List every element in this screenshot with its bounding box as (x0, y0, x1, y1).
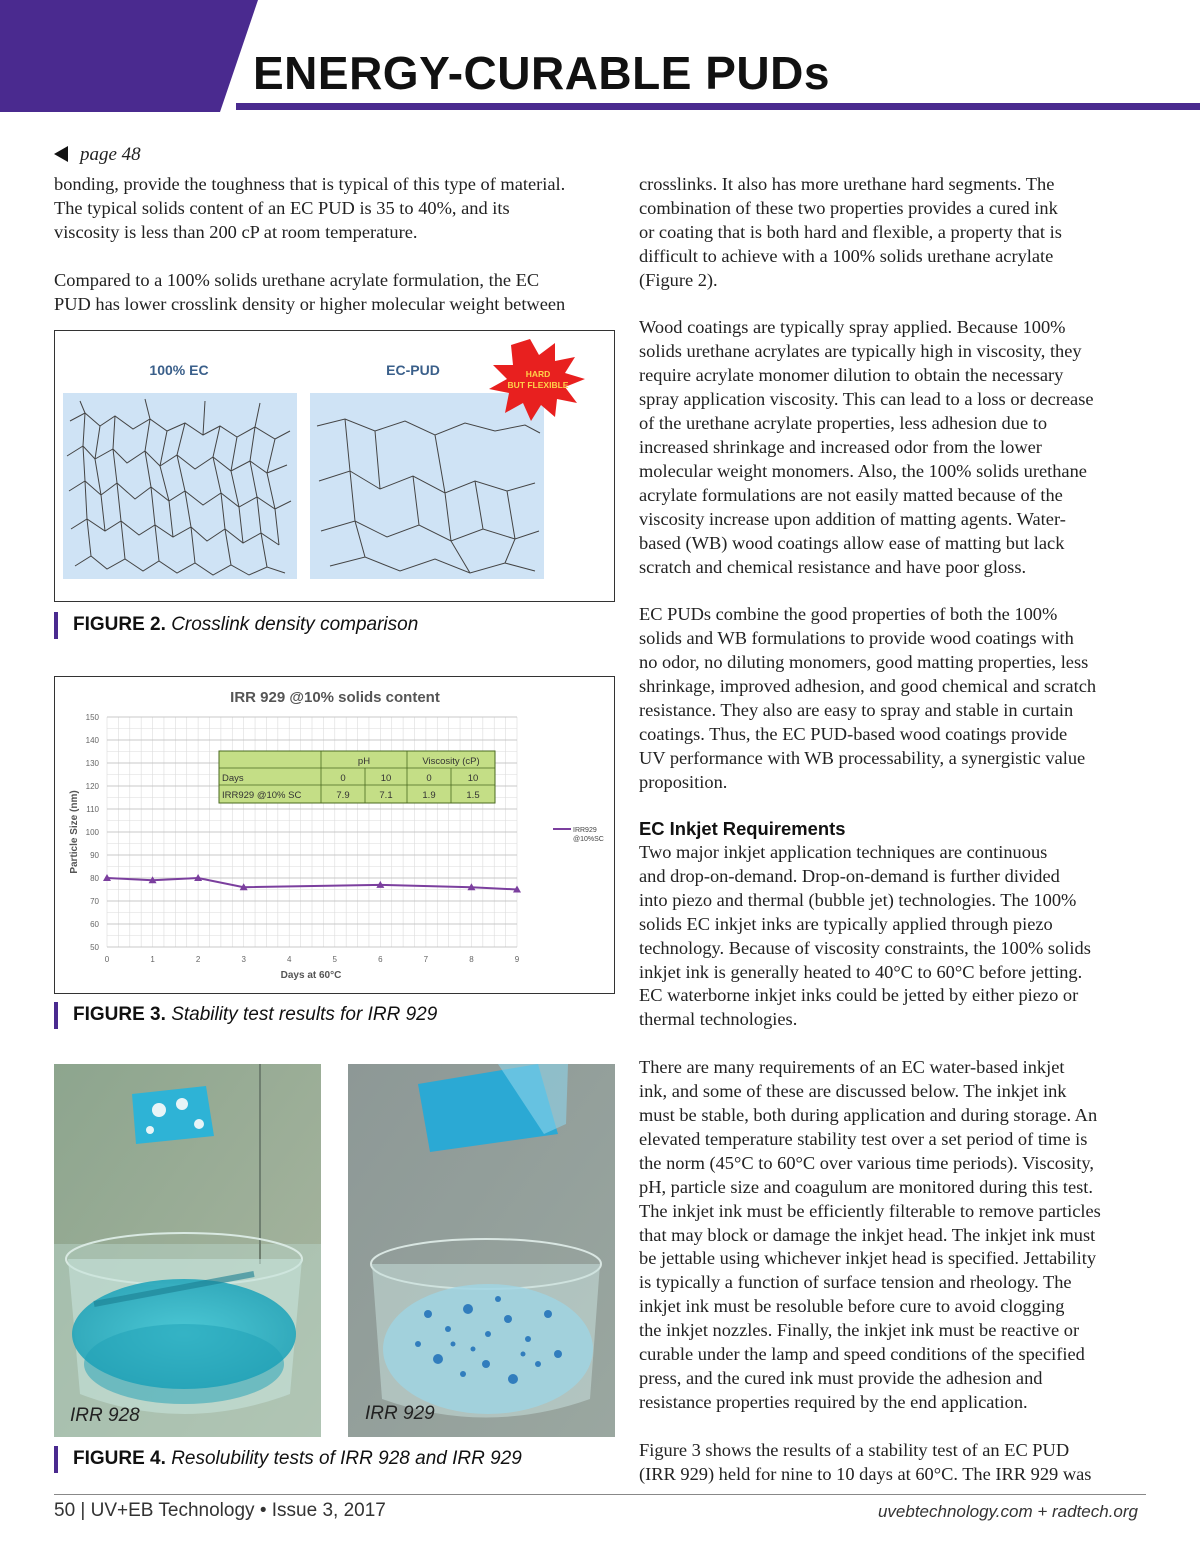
starburst-text-line1: HARD (525, 369, 551, 379)
table-row1-c4: 10 (467, 773, 479, 784)
x-tick-label: 4 (286, 955, 292, 964)
x-tick-label: 6 (378, 955, 383, 964)
x-tick-label: 1 (150, 955, 155, 964)
chart-legend (553, 827, 604, 843)
chart-y-ticks (86, 713, 100, 952)
table-row1-c1: 0 (340, 773, 346, 784)
starburst-text-line2: BUT FLEXIBLE (507, 380, 569, 390)
footer-separator: | (75, 1500, 91, 1521)
back-arrow-icon (54, 146, 68, 162)
x-tick-label: 2 (195, 955, 201, 964)
chart-x-ticks (105, 955, 520, 964)
y-tick-label: 80 (90, 874, 99, 883)
page-title: ENERGY-CURABLE PUDs (253, 47, 830, 99)
y-tick-label: 70 (90, 897, 99, 906)
table-row2-c4: 1.5 (466, 790, 480, 801)
photo-label-irr-928: IRR 928 (70, 1405, 140, 1426)
photo-label-irr-929: IRR 929 (365, 1403, 435, 1424)
y-tick-label: 120 (85, 782, 99, 791)
data-table-inset (219, 751, 495, 803)
stability-line-chart (55, 677, 613, 992)
footer-bullet: • (254, 1500, 272, 1521)
y-tick-label: 100 (85, 828, 99, 837)
footer-publication-info (54, 1500, 386, 1522)
y-tick-label: 90 (90, 851, 99, 860)
figure-3-number: FIGURE 3. (73, 1004, 166, 1025)
label-100-ec: 100% EC (149, 362, 209, 378)
legend-line2: @10%SC (573, 836, 604, 843)
figure-3 (54, 676, 615, 994)
y-axis-label: Particle Size (nm) (69, 790, 80, 874)
section-heading-inkjet: EC Inkjet Requirements (639, 818, 846, 839)
y-tick-label: 140 (85, 736, 99, 745)
figure-2-title: Crosslink density comparison (171, 614, 419, 635)
table-row1-label: Days (222, 773, 244, 784)
figure-2-number: FIGURE 2. (73, 614, 166, 635)
x-tick-label: 7 (423, 955, 429, 964)
chart-title: IRR 929 @10% solids content (230, 689, 440, 706)
figure-4-title: Resolubility tests of IRR 928 and IRR 929 (171, 1448, 522, 1469)
crosslink-diagram (55, 331, 613, 600)
footer-rule (54, 1494, 1146, 1495)
x-tick-label: 3 (241, 955, 246, 964)
x-tick-label: 8 (469, 955, 474, 964)
x-tick-label: 5 (332, 955, 338, 964)
table-row1-c3: 0 (426, 773, 432, 784)
footer-websites[interactable]: uvebtechnology.com + radtech.org (877, 1502, 1138, 1521)
photo-irr-929 (348, 1064, 615, 1437)
table-row1-c2: 10 (380, 773, 392, 784)
publication-name: UV+EB Technology (90, 1500, 255, 1521)
header-purple-block (0, 0, 258, 112)
left-column-text: bonding, provide the toughness that is typical of this type of material. The typical solids content of an EC PUD is 35 to 40%, and its viscosity is less than 200 cP at room temperature. Compared to a 100% solids urethane acrylate formulation, the EC PUD has lower crosslink density or higher molecular weight between (54, 174, 566, 314)
page-number: 50 (54, 1500, 76, 1521)
figure-3-caption (54, 1004, 437, 1026)
figure-4-number: FIGURE 4. (73, 1448, 166, 1469)
figure-3-title: Stability test results for IRR 929 (171, 1004, 438, 1025)
continued-from-label: page 48 (80, 144, 141, 165)
panel-100-ec (63, 393, 297, 579)
x-axis-label: Days at 60°C (280, 970, 342, 981)
y-tick-label: 110 (86, 805, 99, 814)
table-row2-c1: 7.9 (336, 790, 350, 801)
caption-accent-bar (54, 1446, 58, 1473)
right-column-text-bottom: Two major inkjet application techniques are continuous and drop-on-demand. Drop-on-demand is further divided into piezo and thermal (bubble jet) technologies. The 100% solids EC inkjet inks are typically applied through piezo technology. Because of viscosity constraints, the 100% solids inkjet ink is generally heated to 40°C to 60°C before jetting. EC waterborne inkjet inks could be jetted by either piezo or thermal technologies. There are many requirements of an EC water-based inkjet ink, and some of these are discussed below. The inkjet ink must be stable, both during application and during storage. An elevated temperature stability test over a set period of time is the norm (45°C to 60°C over various time periods). Viscosity, pH, particle size and coagulum are monitored during this test. The inkjet ink must be efficiently filterable to remove particles that may block or damage the inkjet head. The inkjet ink must be jettable using whichever inkjet head is specified. Jettability is typically a function of surface tension and rheology. The inkjet ink must be resoluble before cure to avoid clogging the inkjet nozzles. Finally, the inkjet ink must be reactive or curable under the lamp and speed conditions of the specified press, and the cured ink must provide the adhesion and resistance properties required by the end application. Figure 3 shows the results of a stability test of an EC PUD (IRR 929) held for nine to 10 days at 60°C. The IRR 929 was (639, 842, 1101, 1484)
figure-4-caption (54, 1448, 522, 1470)
table-row2-c3: 1.9 (422, 790, 436, 801)
y-tick-label: 150 (85, 713, 99, 722)
issue-label: Issue 3, 2017 (271, 1500, 386, 1521)
y-tick-label: 50 (90, 943, 99, 952)
caption-accent-bar (54, 1002, 58, 1029)
caption-accent-bar (54, 612, 58, 639)
table-header-viscosity: Viscosity (cP) (422, 756, 480, 767)
figure-2 (54, 330, 615, 602)
x-tick-label: 0 (104, 955, 110, 964)
photo-irr-928 (54, 1064, 321, 1437)
y-tick-label: 130 (85, 759, 99, 768)
table-header-ph: pH (357, 756, 371, 767)
x-tick-label: 9 (514, 955, 520, 964)
table-row2-c2: 7.1 (379, 790, 393, 801)
table-row2-label: IRR929 @10% SC (222, 790, 302, 801)
right-column-text-top: crosslinks. It also has more urethane hard segments. The combination of these two properties provides a cured ink or coating that is both hard and flexible, a property that is difficult to achieve with a 100% solids urethane acrylate (Figure 2). Wood coatings are typically spray applied. Because 100% solids urethane acrylates are typically high in viscosity, they require acrylate monomer dilution to obtain the necessary spray application viscosity. This can lead to a loss or decrease of the urethane acrylate properties, less adhesion due to increased shrinkage and increased odor from the lower molecular weight monomers. Also, the 100% solids urethane acrylate formulations are not easily matted because of the viscosity increase upon addition of matting agents. Water- based (WB) wood coatings allow ease of matting but lack scratch and chemical resistance and have poor gloss. EC PUDs combine the good properties of both the 100% solids and WB formulations to provide wood coatings with no odor, no diluting monomers, good matting properties, less shrinkage, improved adhesion, and good chemical and scratch resistance. They also are easy to spray and stable in curtain coatings. Thus, the EC PUD-based wood coatings provide UV performance with WB processability, a synergistic value proposition. (639, 174, 1097, 792)
legend-line1: IRR929 (573, 827, 597, 834)
label-ec-pud: EC-PUD (386, 362, 440, 378)
y-tick-label: 60 (90, 920, 99, 929)
continued-from-marker[interactable] (54, 144, 141, 166)
header-rule (236, 103, 1200, 110)
figure-2-caption (54, 614, 418, 636)
